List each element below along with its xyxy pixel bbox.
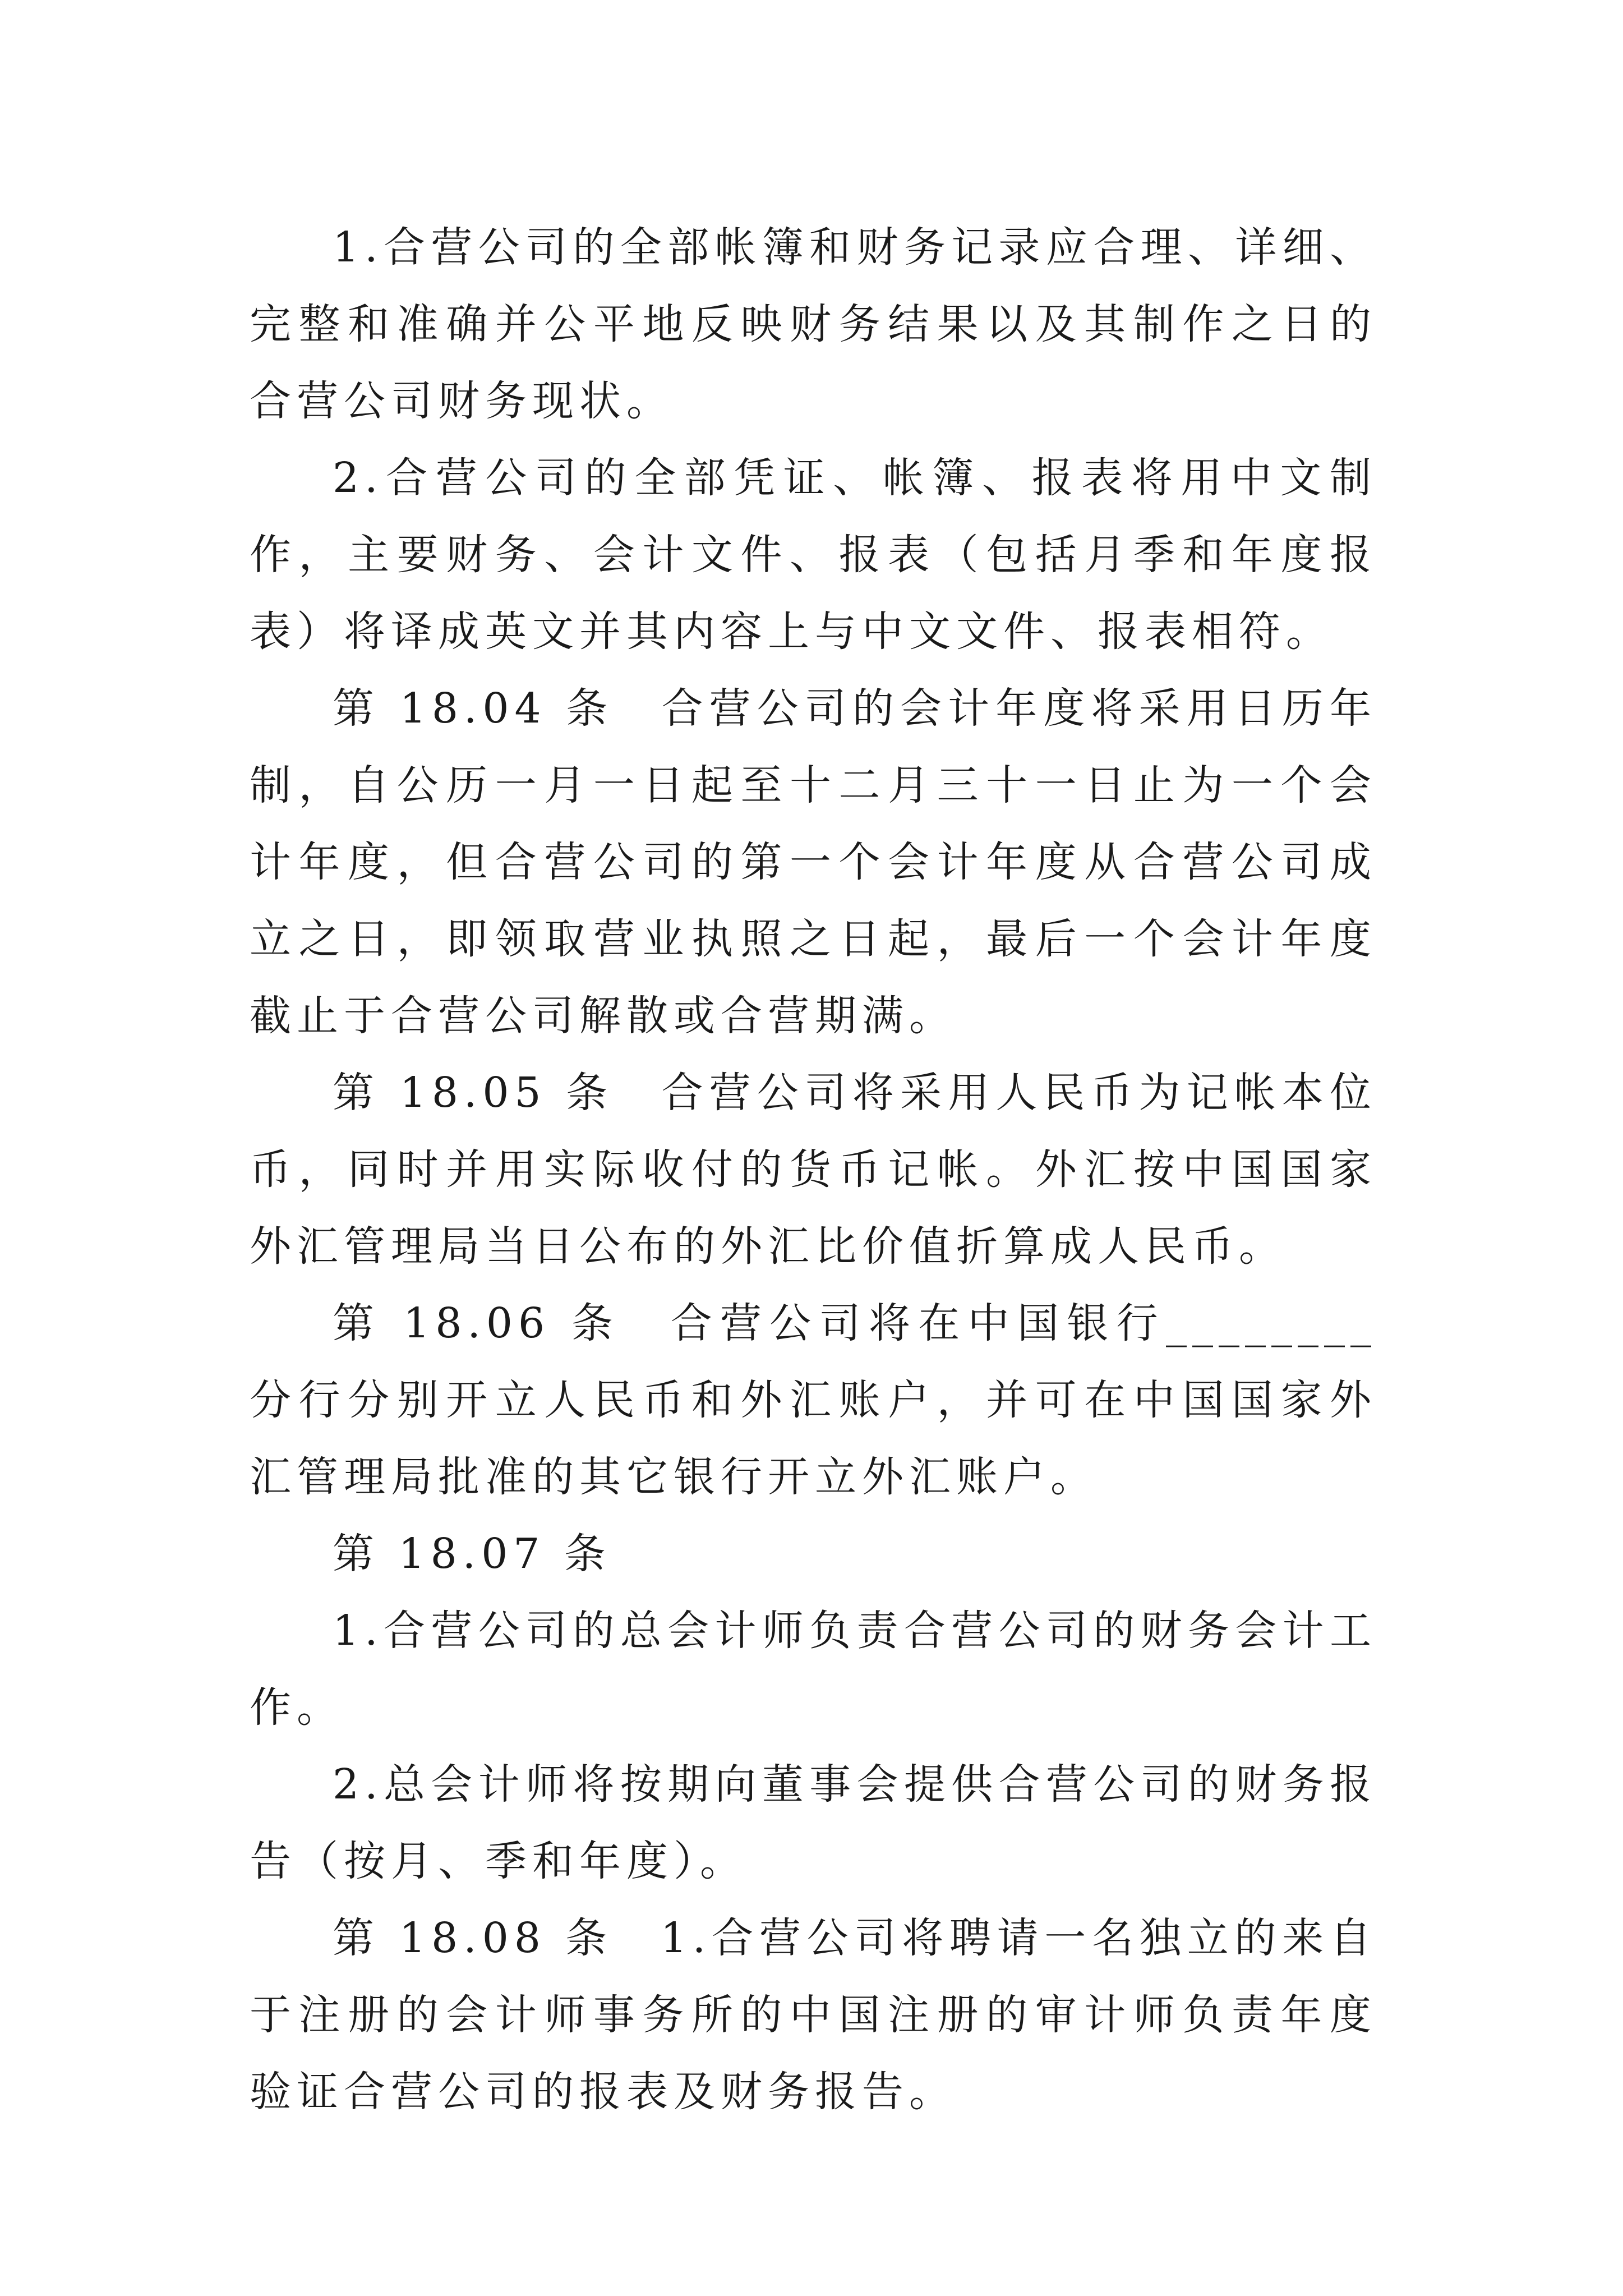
paragraph-article-18-06: 第 18.06 条 合营公司将在中国银行________分行分别开立人民币和外汇账户，并可在中国国家外汇管理局批准的其它银行开立外汇账户。 bbox=[250, 1299, 1377, 1501]
paragraph-article-18-08: 第 18.08 条 1.合营公司将聘请一名独立的来自于注册的会计师事务所的中国注册的审计师负责年度验证合营公司的报表及财务报告。 bbox=[250, 1914, 1377, 2116]
paragraph-chief-accountant: 1.合营公司的总会计师负责合营公司的财务会计工作。 bbox=[250, 1607, 1377, 1732]
paragraph-article-18-04: 第 18.04 条 合营公司的会计年度将采用日历年制，自公历一月一日起至十二月三十一日止为一个会计年度，但合营公司的第一个会计年度从合营公司成立之日，即领取营业执照之日起，最后一个会计年度截止于合营公司解散或合营期满。 bbox=[250, 684, 1377, 1040]
paragraph-article-18-05: 第 18.05 条 合营公司将采用人民币为记帐本位币，同时并用实际收付的货币记帐。外汇按中国国家外汇管理局当日公布的外汇比价值折算成人民币。 bbox=[250, 1069, 1377, 1271]
paragraph-article-18-07-heading: 第 18.07 条 bbox=[333, 1530, 611, 1578]
paragraph-language-of-records: 2.合营公司的全部凭证、帐簿、报表将用中文制作，主要财务、会计文件、报表（包括月季和年度报表）将译成英文并其内容上与中文文件、报表相符。 bbox=[250, 454, 1377, 656]
paragraph-financial-reports: 2.总会计师将按期向董事会提供合营公司的财务报告（按月、季和年度）。 bbox=[250, 1760, 1377, 1885]
paragraph-ledger-records: 1.合营公司的全部帐簿和财务记录应合理、详细、完整和准确并公平地反映财务结果以及其制作之日的合营公司财务现状。 bbox=[250, 223, 1377, 425]
document-body bbox=[250, 209, 1377, 2131]
